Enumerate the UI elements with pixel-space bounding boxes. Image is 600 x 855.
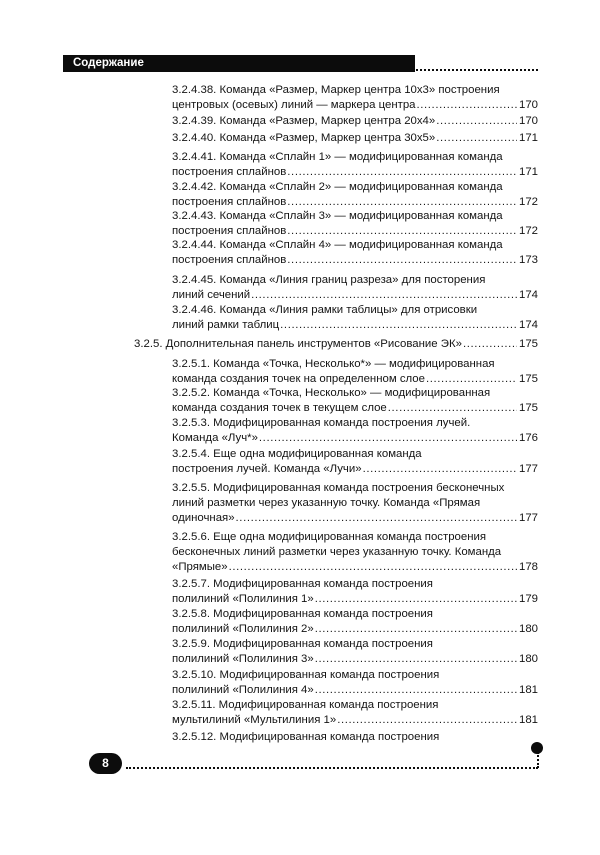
dot-leader	[417, 98, 517, 113]
footer-ornament-dot	[531, 742, 543, 754]
toc-entry-title-line: 3.2.5.5. Модифицированная команда построения бесконечных	[172, 482, 505, 494]
toc-entry-title: команда создания точек на определенном слое	[172, 373, 425, 386]
toc-page-number: 175	[518, 402, 538, 415]
toc-entry-title-line: линий разметки через указанную точку. Команда «Прямая	[172, 497, 481, 510]
toc-entry-title-line: 3.2.5.7. Модифицированная команда построения	[172, 578, 433, 590]
toc-entry[interactable]	[172, 238, 538, 268]
dot-leader	[436, 114, 517, 129]
toc-entry[interactable]	[172, 386, 538, 416]
toc-entry[interactable]	[172, 637, 538, 667]
dot-leader	[280, 318, 517, 333]
toc-entry[interactable]	[172, 114, 538, 129]
toc-entry-title-line: 3.2.5.11. Модифицированная команда построения	[172, 699, 439, 711]
toc-page-number: 175	[518, 373, 538, 386]
toc-entry-title-line: 3.2.5.9. Модифицированная команда построения	[172, 638, 433, 650]
dot-leader	[463, 337, 517, 352]
toc-entry[interactable]	[172, 150, 538, 180]
page-header-title: Содержание	[73, 57, 144, 69]
toc-entry-title: построения сплайнов	[172, 196, 287, 209]
toc-page-number: 172	[518, 196, 538, 209]
footer-dotted-rule	[126, 767, 538, 769]
page-number-badge: 8	[89, 753, 122, 774]
toc-entry-title: мультилиний «Мультилиния 1»	[172, 714, 337, 727]
toc-entry[interactable]	[172, 607, 538, 637]
toc-entry-title: линий рамки таблиц	[172, 319, 280, 332]
toc-page-number: 181	[518, 684, 538, 697]
toc-entry-title-line: бесконечных линий разметки через указанную точку. Команда	[172, 546, 502, 559]
toc-entry-title: «Прямые»	[172, 561, 228, 574]
toc-entry-title-line: 3.2.5.8. Модифицированная команда построения	[172, 608, 433, 620]
dot-leader	[363, 462, 517, 477]
toc-entry[interactable]	[172, 83, 538, 113]
toc-page-number: 177	[518, 463, 538, 476]
toc-entry-title: полилиний «Полилиния 3»	[172, 653, 314, 666]
toc-entry-title-line: 3.2.4.46. Команда «Линия рамки таблицы» для отрисовки	[172, 304, 478, 316]
dot-leader	[337, 713, 517, 728]
dot-leader	[315, 622, 517, 637]
toc-page-number: 170	[518, 115, 538, 127]
toc-page-number: 172	[518, 225, 538, 238]
toc-entry[interactable]	[172, 481, 538, 527]
toc-page-number: 173	[518, 254, 538, 267]
toc-entry-title: полилиний «Полилиния 4»	[172, 684, 314, 697]
toc-page-number: 180	[518, 653, 538, 666]
toc-entry-title: 3.2.4.39. Команда «Размер, Маркер центра 20х4»	[172, 115, 436, 127]
toc-entry-title: построения лучей. Команда «Лучи»	[172, 463, 362, 476]
toc-entry-title: Команда «Луч*»	[172, 432, 258, 445]
dot-leader	[436, 131, 517, 146]
toc-entry-title-line: 3.2.4.41. Команда «Сплайн 1» — модифицированная команда	[172, 151, 503, 163]
toc-entry[interactable]	[172, 416, 538, 446]
toc-entry[interactable]	[172, 209, 538, 239]
toc-entry-title: одиночная»	[172, 512, 235, 525]
toc-entry-title-line: 3.2.5.10. Модифицированная команда построения	[172, 669, 440, 681]
dot-leader	[236, 511, 517, 526]
toc-entry-title-line: 3.2.4.43. Команда «Сплайн 3» — модифицированная команда	[172, 210, 503, 222]
toc-entry-title-line: 3.2.5.4. Еще одна модифицированная команда	[172, 448, 422, 460]
dot-leader	[315, 652, 517, 667]
toc-section-entry[interactable]	[134, 337, 538, 352]
toc-page-number: 170	[518, 99, 538, 112]
toc-entry[interactable]	[172, 698, 538, 728]
toc-entry-title-line: 3.2.5.12. Модифицированная команда построения	[172, 731, 440, 743]
dot-leader	[315, 683, 517, 698]
dot-leader	[287, 253, 517, 268]
toc-section-title: 3.2.5. Дополнительная панель инструментов «Рисование ЭК»	[134, 338, 462, 350]
toc-entry[interactable]	[172, 180, 538, 210]
toc-entry-title: линий сечений	[172, 289, 251, 302]
toc-entry-title-line: 3.2.5.6. Еще одна модифицированная команда построения	[172, 531, 487, 543]
toc-entry-title: команда создания точек в текущем слое	[172, 402, 387, 415]
toc-entry-title: полилиний «Полилиния 1»	[172, 593, 314, 606]
toc-entry[interactable]	[172, 447, 538, 477]
toc-entry[interactable]	[172, 273, 538, 303]
header-dotted-rule	[416, 69, 538, 71]
toc-entry[interactable]	[172, 357, 538, 387]
toc-entry-title: полилиний «Полилиния 2»	[172, 623, 314, 636]
toc-entry-title-line: 3.2.4.38. Команда «Размер, Маркер центра 10х3» построения	[172, 84, 500, 96]
toc-page-number: 179	[518, 593, 538, 606]
dot-leader	[388, 401, 517, 416]
toc-entry-title-line: 3.2.4.42. Команда «Сплайн 2» — модифицированная команда	[172, 181, 503, 193]
toc-entry-title: построения сплайнов	[172, 254, 287, 267]
dot-leader	[251, 288, 517, 303]
toc-page-number: 177	[518, 512, 538, 525]
footer-dotted-stem	[537, 752, 539, 768]
toc-entry-title-line: 3.2.5.1. Команда «Точка, Несколько*» — модифицированная	[172, 358, 495, 370]
toc-entry-title: построения сплайнов	[172, 225, 287, 238]
toc-entry[interactable]	[172, 668, 538, 698]
toc-page-number: 174	[518, 319, 538, 332]
toc-entry[interactable]	[172, 530, 538, 576]
toc-entry-title: построения сплайнов	[172, 166, 287, 179]
toc-page-number: 180	[518, 623, 538, 636]
toc-entry[interactable]	[172, 730, 538, 745]
toc-page-number: 171	[518, 132, 538, 144]
toc-page-number: 181	[518, 714, 538, 727]
toc-entry-title-line: 3.2.4.44. Команда «Сплайн 4» — модифицированная команда	[172, 239, 503, 251]
toc-entry-title-line: 3.2.5.2. Команда «Точка, Несколько» — модифицированная	[172, 387, 491, 399]
dot-leader	[315, 592, 517, 607]
toc-page-number: 178	[518, 561, 538, 574]
toc-entry[interactable]	[172, 577, 538, 607]
dot-leader	[259, 431, 517, 446]
toc-entry[interactable]	[172, 131, 538, 146]
toc-entry-title: 3.2.4.40. Команда «Размер, Маркер центра 30х5»	[172, 132, 436, 144]
toc-entry[interactable]	[172, 303, 538, 333]
toc-page-number: 174	[518, 289, 538, 302]
toc-page-number: 171	[518, 166, 538, 179]
toc-page-number: 176	[518, 432, 538, 445]
toc-page-number: 175	[518, 338, 538, 350]
toc-entry-title-line: 3.2.5.3. Модифицированная команда построения лучей.	[172, 417, 471, 429]
toc-entry-title: центровых (осевых) линий — маркера центра	[172, 99, 416, 112]
dot-leader	[287, 165, 517, 180]
toc-entry-title-line: 3.2.4.45. Команда «Линия границ разреза» для посторения	[172, 274, 486, 286]
dot-leader	[229, 560, 517, 575]
